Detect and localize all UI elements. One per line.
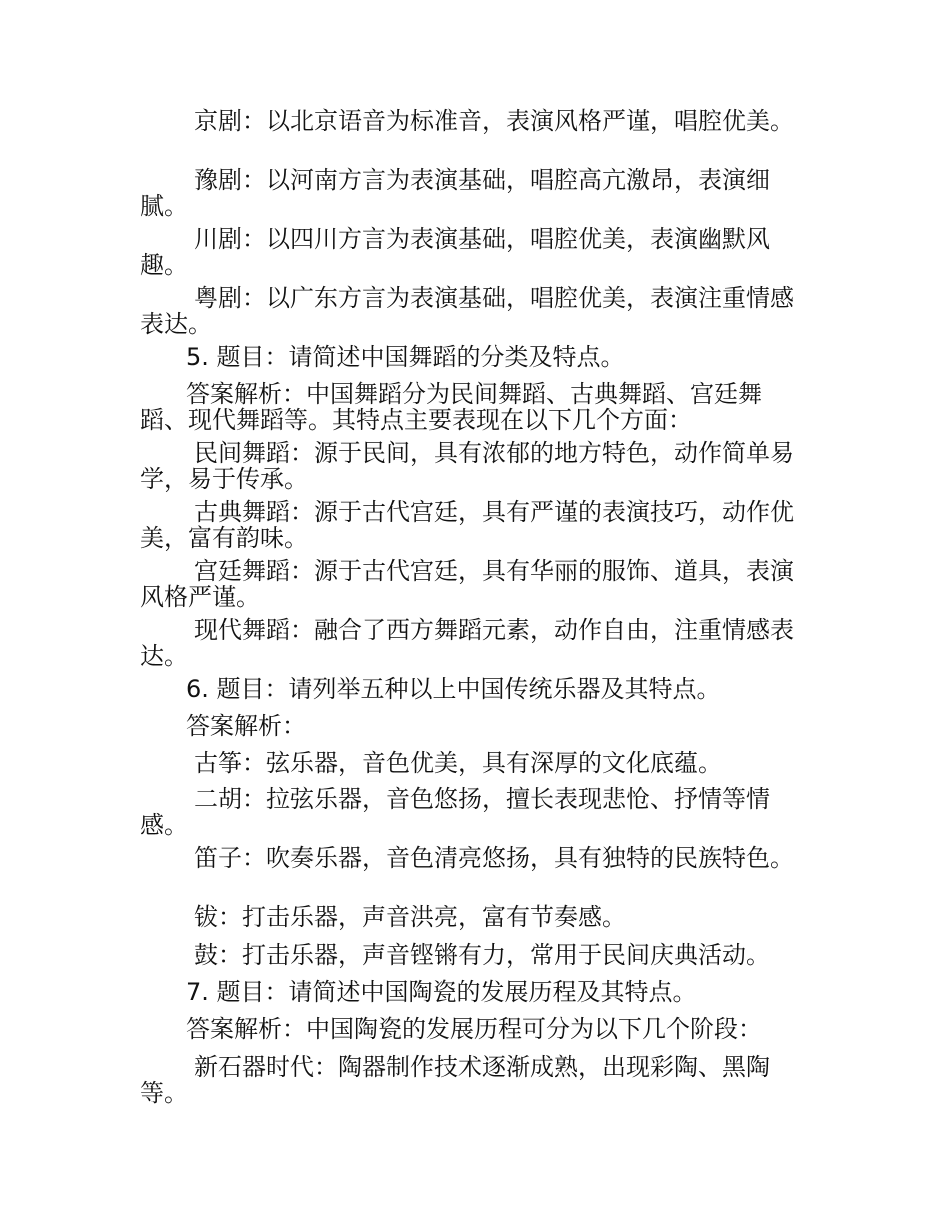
paragraph-classical-dance: 古典舞蹈：源于古代宫廷，具有严谨的表演技巧，动作优美，富有韵味。 [140,498,794,552]
paragraph-court-dance: 宫廷舞蹈：源于古代宫廷，具有华丽的服饰、道具，表演风格严谨。 [140,557,794,611]
paragraph-drum: 鼓：打击乐器，声音铿锵有力，常用于民间庆典活动。 [194,941,770,969]
paragraph-cantonese-opera: 粤剧：以广东方言为表演基础，唱腔优美，表演注重情感表达。 [140,284,794,338]
paragraph-folk-dance: 民间舞蹈：源于民间，具有浓郁的地方特色，动作简单易学，易于传承。 [140,439,794,493]
paragraph-peking-opera: 京剧：以北京语音为标准音，表演风格严谨，唱腔优美。 [194,107,794,135]
paragraph-sichuan-opera: 川剧：以四川方言为表演基础，唱腔优美，表演幽默风趣。 [140,225,770,279]
paragraph-yu-opera: 豫剧：以河南方言为表演基础，唱腔高亢激昂，表演细腻。 [140,166,770,220]
answer-5-intro: 答案解析：中国舞蹈分为民间舞蹈、古典舞蹈、宫廷舞蹈、现代舞蹈等。其特点主要表现在以下几个方面： [140,380,762,434]
paragraph-modern-dance: 现代舞蹈：融合了西方舞蹈元素，动作自由，注重情感表达。 [140,616,794,670]
paragraph-cymbal: 钹：打击乐器，声音洪亮，富有节奏感。 [194,903,626,931]
question-5: 5. 题目：请简述中国舞蹈的分类及特点。 [186,343,625,371]
answer-7-intro: 答案解析：中国陶瓷的发展历程可分为以下几个阶段： [186,1015,762,1043]
paragraph-guzheng: 古筝：弦乐器，音色优美，具有深厚的文化底蕴。 [194,749,722,777]
paragraph-neolithic: 新石器时代：陶器制作技术逐渐成熟，出现彩陶、黑陶等。 [140,1053,770,1107]
question-6: 6. 题目：请列举五种以上中国传统乐器及其特点。 [186,675,721,703]
answer-6-intro: 答案解析： [186,712,306,740]
question-7: 7. 题目：请简述中国陶瓷的发展历程及其特点。 [186,978,697,1006]
paragraph-erhu: 二胡：拉弦乐器，音色悠扬，擅长表现悲怆、抒情等情感。 [140,785,770,839]
paragraph-dizi: 笛子：吹奏乐器，音色清亮悠扬，具有独特的民族特色。 [194,844,794,872]
